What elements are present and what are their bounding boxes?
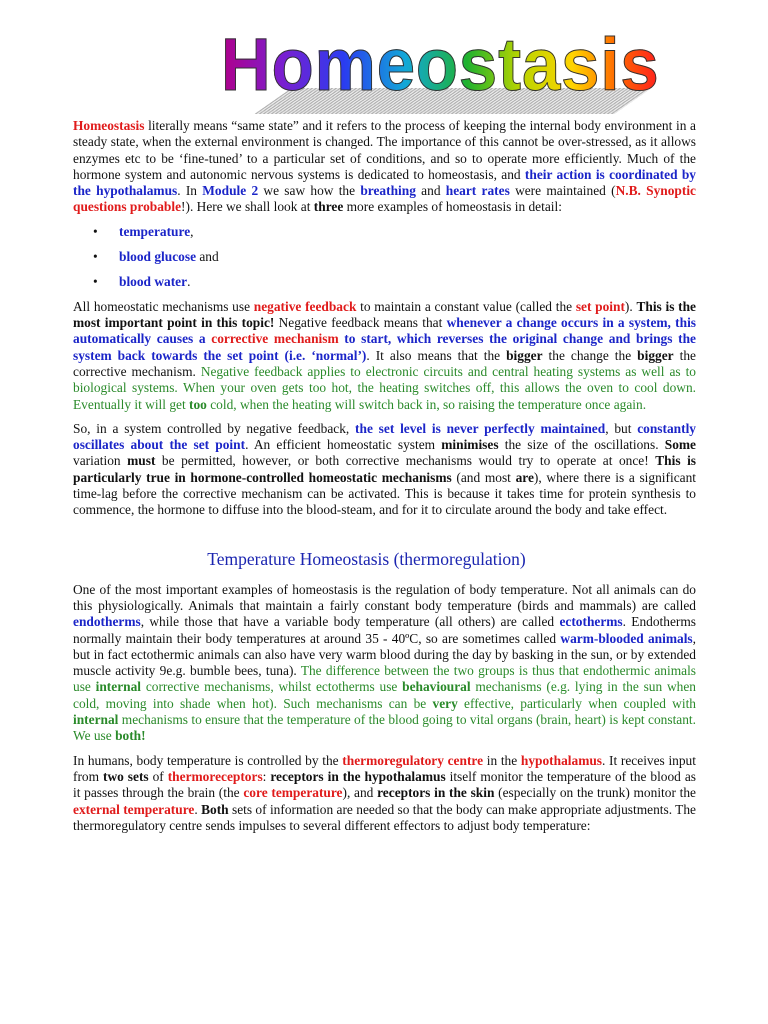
document-page <box>73 0 696 842</box>
text-run: itself monitor the temperature of the blood as it passes through the brain (the <box>73 768 696 801</box>
term-external-temperature: external temperature <box>73 801 195 817</box>
emphasis-very: very <box>432 695 458 711</box>
term-homeostasis: Homeostasis <box>73 118 145 133</box>
text-run: and <box>196 248 219 264</box>
text-run: the corrective mechanism. <box>73 347 696 379</box>
term-hypothalamus: hypothalamus <box>520 752 603 768</box>
term-warm-blooded: warm-blooded animals <box>560 630 693 646</box>
comparison-run: corrective mechanisms, whilst ectotherms use <box>141 679 403 695</box>
emphasis-bigger: bigger <box>637 347 674 363</box>
section-heading-text: Temperature Homeostasis (thermoregulation) <box>207 548 526 569</box>
text-run: ), and <box>342 785 378 801</box>
emphasis-must: must <box>127 453 156 469</box>
page-title: Homeostasis <box>221 23 660 106</box>
emphasis-behavioural: behavioural <box>402 679 471 695</box>
emphasis-receptors-hypothalamus: receptors in the hypothalamus <box>270 768 446 784</box>
text-run: (and most <box>451 469 516 485</box>
emphasis-both: Both <box>201 801 229 817</box>
term-thermoreceptors: thermoreceptors <box>167 768 263 784</box>
emphasis-some: Some <box>664 437 696 453</box>
module-ref: Module 2 <box>202 183 259 199</box>
text-run: variation <box>73 453 128 469</box>
comparison-run: The difference between the two groups is thus that endothermic animals use <box>73 663 696 695</box>
comparison-run: mechanisms to ensure that the temperature of the blood going to vital organs (brain, heart) is kept constant. We use <box>73 712 696 744</box>
text-run: be permitted, however, or both corrective mechanisms would try to operate at once! <box>155 453 656 469</box>
text-run: ). <box>624 298 637 314</box>
list-item <box>93 223 696 240</box>
negative-feedback-paragraph <box>73 299 696 413</box>
term-negative-feedback: negative feedback <box>253 298 357 314</box>
example-run: Negative feedback applies to electronic circuits and central heating systems as well as to biological systems. When your oven gets too hot, the heating switches off, this allows the oven to cool down. Eventually it will get <box>73 363 696 412</box>
term-thermoregulatory-centre: thermoregulatory centre <box>342 752 484 768</box>
list-item <box>93 248 696 265</box>
text-run: . An efficient homeostatic system <box>245 437 442 453</box>
text-run: . It receives input from <box>73 752 696 784</box>
text-run: , while those that have a variable body temperature (all others) are called <box>140 614 560 630</box>
emphasis-three: three <box>313 199 344 215</box>
text-run: to maintain a constant value (called the <box>356 298 576 314</box>
emphasis-internal: internal <box>73 712 119 728</box>
text-run: . <box>194 801 202 817</box>
text-run: Negative feedback means that <box>274 315 447 331</box>
hypothalamus-paragraph <box>73 753 696 834</box>
text-run: and <box>415 183 446 199</box>
bullet-icon: • <box>93 223 98 239</box>
text-run: , but in fact ectothermic animals can also have very warm blood during the day by basking in the sun, or by extended muscle activity 9e.g. bumble bees, tuna). <box>73 630 696 679</box>
list-item-label: temperature <box>119 223 191 239</box>
emphasis-receptors-skin: receptors in the skin <box>377 785 495 801</box>
term-heart-rates: heart rates <box>445 183 510 199</box>
text-run: : <box>262 768 271 784</box>
title-banner <box>73 0 696 118</box>
term-endotherms: endotherms <box>73 614 141 630</box>
emphasis-bigger: bigger <box>506 347 543 363</box>
list-item-label: blood water <box>119 273 188 289</box>
term-set-point: set point <box>575 298 625 314</box>
thermoregulation-paragraph <box>73 582 696 745</box>
emphasis-minimises: minimises <box>441 437 499 453</box>
emphasis-too: too <box>189 396 207 412</box>
bullet-icon: • <box>93 248 98 264</box>
text-run: the size of the oscillations. <box>498 437 665 453</box>
emphasis-are: are <box>515 469 534 485</box>
text-run: !). Here we shall look at <box>181 199 314 215</box>
emphasis-both: both! <box>115 728 146 744</box>
text-run: , <box>190 223 194 239</box>
key-point: This is the most important point in this topic! <box>73 298 696 331</box>
highlight-hypothalamus: their action is coordinated by the hypothalamus <box>73 166 696 199</box>
text-run: of <box>148 768 168 784</box>
text-run: ), where there is a significant time-lag before the corrective mechanism can be activated. This is because it takes time for protein synthesis to commence, the hormone to diffuse into the blood-steam, and for it to circulate around the body and take effect. <box>73 469 696 518</box>
text-run: more examples of homeostasis in detail: <box>343 199 562 215</box>
text-run: All homeostatic mechanisms use <box>73 298 254 314</box>
term-breathing: breathing <box>360 183 416 199</box>
text-run: So, in a system controlled by negative feedback, <box>73 420 356 436</box>
highlight-oscillates: constantly oscillates about the set point <box>73 420 696 453</box>
text-run: . In <box>177 183 203 199</box>
text-run: . <box>187 273 191 289</box>
examples-list <box>73 224 696 290</box>
text-run: . It also means that the <box>366 347 507 363</box>
list-item-label: blood glucose <box>119 248 197 264</box>
definition-run: whenever a change occurs in a system, this automatically causes a <box>73 315 697 347</box>
term-corrective-mechanism: corrective mechanism <box>211 331 339 347</box>
text-run: literally means “same state” and it refers to the process of keeping the internal body environment in a steady state, when the external environment is changed. The importance of this cannot be over-stressed, as it allows enzymes etc to be ‘fine-tuned’ to a particular set of conditions, and so to operate more efficiently. Much of the hormone system and autonomic nervous systems is dedicated to homeostasis, and <box>73 118 696 182</box>
text-run: In humans, body temperature is controlled by the <box>73 752 343 768</box>
section-heading <box>73 549 696 570</box>
comparison-run: mechanisms (e.g. lying in the sun when cold, moving into shade when hot). Such mechanisms can be <box>73 679 696 711</box>
emphasis-internal: internal <box>95 679 142 695</box>
bullet-icon: • <box>93 273 98 289</box>
term-core-temperature: core temperature <box>243 785 343 801</box>
text-run: were maintained ( <box>509 183 616 199</box>
text-run: . Endotherms normally maintain their body temperatures at around 35 - 40ºC, so are sometimes called <box>73 614 696 646</box>
text-run: we saw how the <box>258 183 361 199</box>
example-run: cold, when the heating will switch back in, so raising the temperature once again. <box>206 396 647 412</box>
text-run: , but <box>605 420 638 436</box>
comparison-run: effective, particularly when coupled with <box>457 695 696 711</box>
emphasis-two-sets: two sets <box>103 768 149 784</box>
intro-paragraph <box>73 118 696 216</box>
definition-run: to start, which reverses the original change and brings the system back towards the set point (i.e. ‘normal’) <box>73 331 696 363</box>
text-run: One of the most important examples of homeostasis is the regulation of body temperature. Not all animals can do this physiologically. Animals that maintain a fairly constant body temperature (birds and mammals) are called <box>73 581 696 613</box>
synoptic-note: N.B. Synoptic questions probable <box>73 183 696 215</box>
text-run: sets of information are needed so that the body can make appropriate adjustments. The thermoregulatory centre sends impulses to several different effectors to adjust body temperature: <box>73 801 696 833</box>
highlight-set-level: the set level is never perfectly maintained <box>355 420 606 436</box>
oscillation-paragraph <box>73 421 696 519</box>
text-run: the change the <box>542 347 638 363</box>
key-point: This is particularly true in hormone-controlled homeostatic mechanisms <box>73 453 697 485</box>
term-ectotherms: ectotherms <box>559 614 623 630</box>
text-run: in the <box>483 752 521 768</box>
text-run: (especially on the trunk) monitor the <box>494 785 696 801</box>
list-item <box>93 273 696 290</box>
